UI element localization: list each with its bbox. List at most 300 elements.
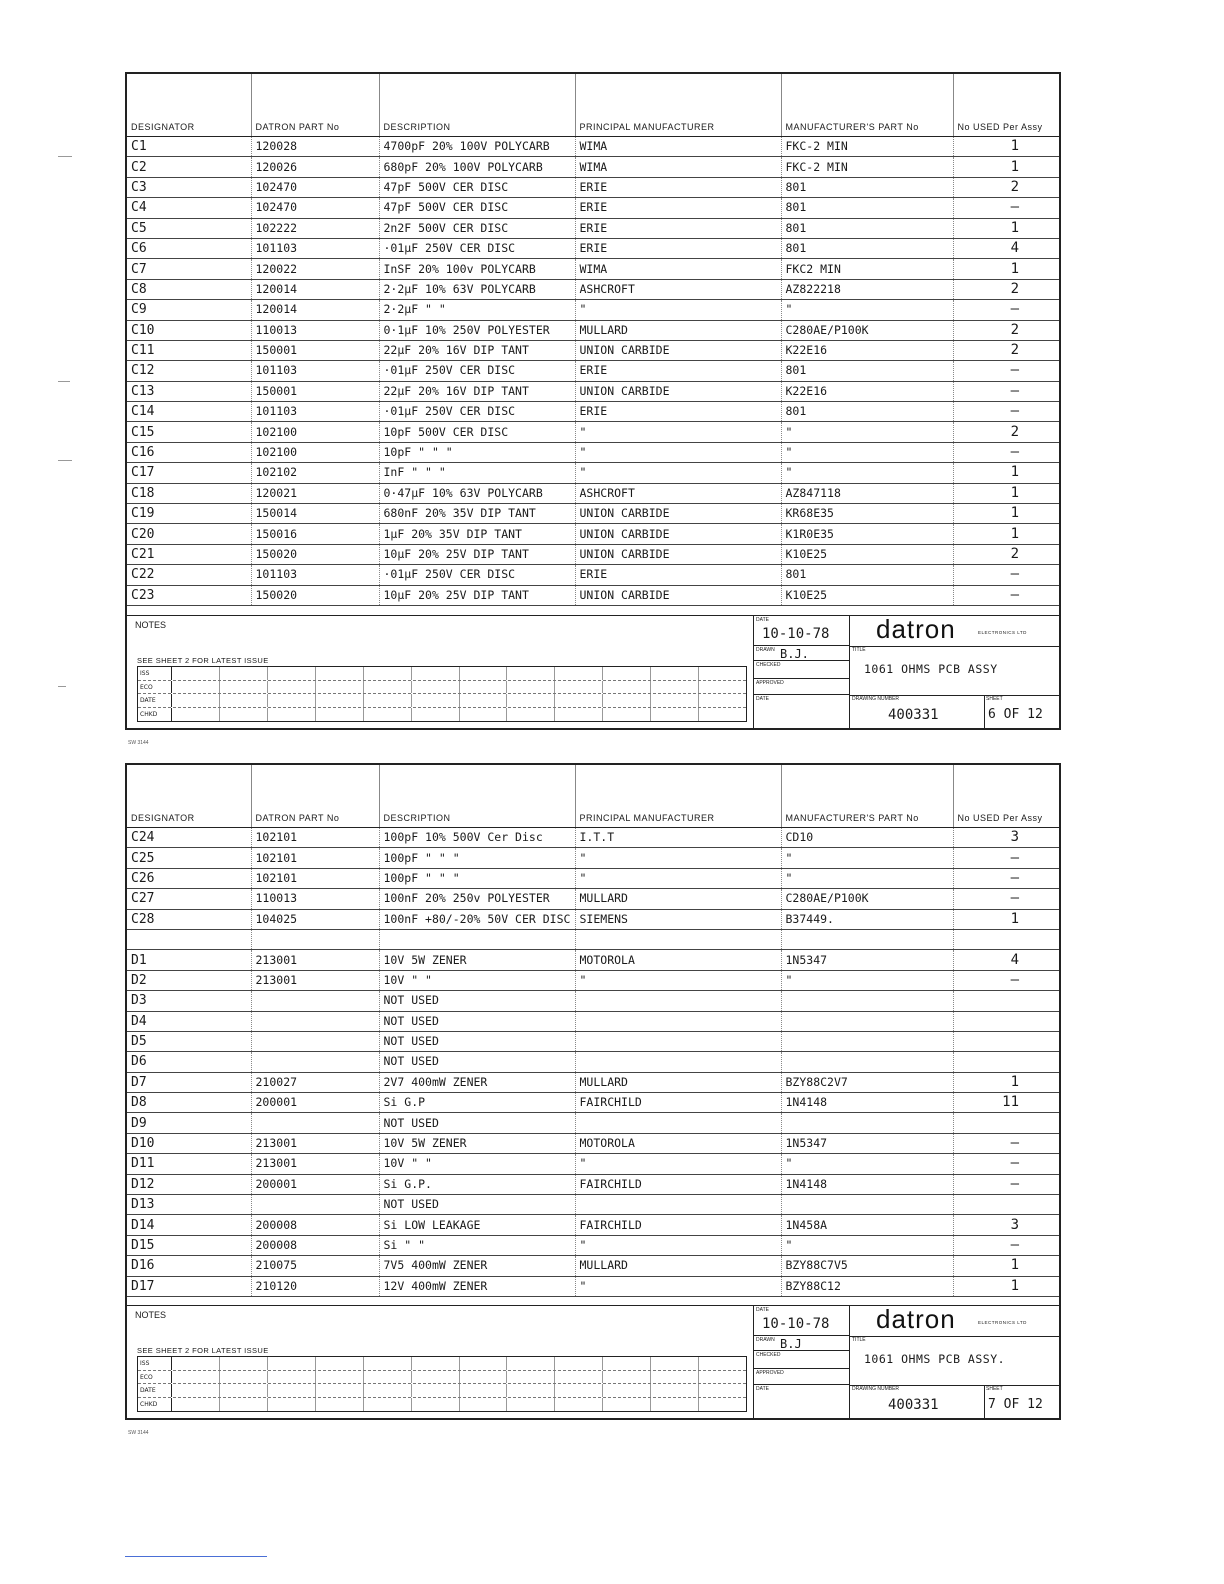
description-cell: 10pF 500V CER DISC (379, 422, 575, 442)
qty-cell: 1 (953, 1276, 1059, 1296)
table-row (127, 422, 1059, 442)
title-block: DATE 10-10-78 DRAWN B.J. CHECKED APPROVED DATE datron ELECTRONICS LTD TITLE 1061 OHMS PCB ASSY DRAWING NUMBER 400331 SHEET 6 OF 12 (753, 616, 1059, 728)
designator-cell: C18 (127, 483, 251, 503)
manufacturer-cell (575, 1113, 781, 1133)
bom-sheet-7 (125, 763, 1061, 1420)
designator-cell (127, 929, 251, 949)
table-row (127, 300, 1059, 320)
description-cell: 10V 5W ZENER (379, 1133, 575, 1153)
description-cell: 2·2μF " " (379, 300, 575, 320)
mfr-part-cell (781, 1195, 953, 1215)
table-row (127, 137, 1059, 157)
manufacturer-cell: UNION CARBIDE (575, 381, 781, 401)
qty-cell (953, 1031, 1059, 1051)
drawing-title: 1061 OHMS PCB ASSY. (864, 1352, 1006, 1366)
mfr-part-cell: KR68E35 (781, 504, 953, 524)
manufacturer-cell (575, 1052, 781, 1072)
part-cell (251, 1113, 379, 1133)
part-cell: 101103 (251, 565, 379, 585)
qty-cell (953, 1113, 1059, 1133)
mfr-part-cell: 801 (781, 218, 953, 238)
designator-cell: C9 (127, 300, 251, 320)
table-row (127, 1133, 1059, 1153)
designator-cell: C5 (127, 218, 251, 238)
designator-cell: C8 (127, 279, 251, 299)
designator-cell: C28 (127, 909, 251, 929)
qty-cell: 1 (953, 909, 1059, 929)
mfr-part-cell: 1N458A (781, 1215, 953, 1235)
description-cell: ·01μF 250V CER DISC (379, 565, 575, 585)
manufacturer-cell: ASHCROFT (575, 483, 781, 503)
description-cell: 100nF 20% 250v POLYESTER (379, 889, 575, 909)
description-cell: 680pF 20% 100V POLYCARB (379, 157, 575, 177)
designator-cell: C10 (127, 320, 251, 340)
table-row (127, 463, 1059, 483)
part-cell: 200008 (251, 1215, 379, 1235)
header-datron-part: DATRON PART No (251, 74, 379, 137)
table-row (127, 1195, 1059, 1215)
table-row (127, 1154, 1059, 1174)
manufacturer-cell (575, 1195, 781, 1215)
mfr-part-cell (781, 1113, 953, 1133)
designator-cell: C12 (127, 361, 251, 381)
part-cell: 102101 (251, 828, 379, 848)
description-cell: ·01μF 250V CER DISC (379, 238, 575, 258)
description-cell: 47pF 500V CER DISC (379, 198, 575, 218)
table-row (127, 361, 1059, 381)
qty-cell: — (953, 402, 1059, 422)
description-cell: 7V5 400mW ZENER (379, 1256, 575, 1276)
designator-cell: C15 (127, 422, 251, 442)
table-row (127, 1052, 1059, 1072)
table-row (127, 238, 1059, 258)
mfr-part-cell (781, 1031, 953, 1051)
manufacturer-cell: MULLARD (575, 889, 781, 909)
designator-cell: C26 (127, 868, 251, 888)
mfr-part-cell: " (781, 868, 953, 888)
designator-cell: D15 (127, 1235, 251, 1255)
description-cell: 4700pF 20% 100V POLYCARB (379, 137, 575, 157)
manufacturer-cell: WIMA (575, 259, 781, 279)
designator-cell: C23 (127, 585, 251, 605)
table-row (127, 1031, 1059, 1051)
designator-cell: C25 (127, 848, 251, 868)
description-cell: 47pF 500V CER DISC (379, 177, 575, 197)
qty-cell: 1 (953, 1072, 1059, 1092)
drawn-value: B.J. (780, 647, 809, 661)
mfr-part-cell: " (781, 848, 953, 868)
manufacturer-cell (575, 929, 781, 949)
manufacturer-cell: WIMA (575, 157, 781, 177)
qty-cell (953, 1052, 1059, 1072)
qty-cell: 4 (953, 950, 1059, 970)
qty-cell: — (953, 970, 1059, 990)
description-cell: 100pF " " " (379, 848, 575, 868)
mfr-part-cell: " (781, 1154, 953, 1174)
qty-cell (953, 1011, 1059, 1031)
mfr-part-cell: K10E25 (781, 585, 953, 605)
qty-cell: 2 (953, 177, 1059, 197)
description-cell: ·01μF 250V CER DISC (379, 402, 575, 422)
part-cell: 213001 (251, 970, 379, 990)
table-row (127, 1235, 1059, 1255)
description-cell: Si G.P. (379, 1174, 575, 1194)
qty-cell (953, 1195, 1059, 1215)
datron-logo: datron (876, 1304, 956, 1334)
mfr-part-cell: 1N5347 (781, 1133, 953, 1153)
manufacturer-cell: " (575, 463, 781, 483)
part-cell (251, 929, 379, 949)
part-cell (251, 1052, 379, 1072)
table-row (127, 340, 1059, 360)
mfr-part-cell: 801 (781, 402, 953, 422)
date-label: DATE (138, 1384, 172, 1397)
table-row (127, 991, 1059, 1011)
designator-cell: D7 (127, 1072, 251, 1092)
description-cell: 680nF 20% 35V DIP TANT (379, 504, 575, 524)
description-cell: 2·2μF 10% 63V POLYCARB (379, 279, 575, 299)
issue-label: ISS (138, 667, 172, 680)
part-cell (251, 1195, 379, 1215)
notes-section (127, 615, 1059, 728)
qty-cell: — (953, 868, 1059, 888)
table-row (127, 402, 1059, 422)
part-cell: 102222 (251, 218, 379, 238)
qty-cell: — (953, 1133, 1059, 1153)
designator-cell: C1 (127, 137, 251, 157)
edge-mark (58, 156, 72, 157)
description-cell: ·01μF 250V CER DISC (379, 361, 575, 381)
qty-cell: 1 (953, 524, 1059, 544)
description-cell: NOT USED (379, 1113, 575, 1133)
see-sheet-note: SEE SHEET 2 FOR LATEST ISSUE (137, 656, 269, 665)
table-row (127, 1174, 1059, 1194)
mfr-part-cell: FKC2 MIN (781, 259, 953, 279)
header-datron-part: DATRON PART No (251, 765, 379, 828)
qty-cell: 1 (953, 218, 1059, 238)
parts-table (127, 74, 1059, 606)
part-cell: 110013 (251, 320, 379, 340)
mfr-part-cell (781, 929, 953, 949)
qty-cell: — (953, 1174, 1059, 1194)
description-cell: 0·1μF 10% 250V POLYESTER (379, 320, 575, 340)
designator-cell: C7 (127, 259, 251, 279)
description-cell: 12V 400mW ZENER (379, 1276, 575, 1296)
qty-cell: 1 (953, 157, 1059, 177)
designator-cell: D2 (127, 970, 251, 990)
manufacturer-cell: " (575, 868, 781, 888)
description-cell: 2n2F 500V CER DISC (379, 218, 575, 238)
drawing-number: 400331 (888, 1397, 939, 1413)
manufacturer-cell: FAIRCHILD (575, 1174, 781, 1194)
description-cell: 100pF 10% 500V Cer Disc (379, 828, 575, 848)
part-cell: 213001 (251, 1133, 379, 1153)
mfr-part-cell: FKC-2 MIN (781, 137, 953, 157)
manufacturer-cell: MULLARD (575, 1072, 781, 1092)
description-cell: NOT USED (379, 1195, 575, 1215)
drawing-title: 1061 OHMS PCB ASSY (864, 662, 998, 676)
drawing-number: 400331 (888, 707, 939, 723)
form-ref: SW 3144 (128, 740, 149, 746)
edge-mark (58, 381, 70, 382)
manufacturer-cell: " (575, 442, 781, 462)
part-cell: 102470 (251, 177, 379, 197)
designator-cell: C17 (127, 463, 251, 483)
table-row (127, 381, 1059, 401)
description-cell: 22μF 20% 16V DIP TANT (379, 340, 575, 360)
header-manufacturer: PRINCIPAL MANUFACTURER (575, 74, 781, 137)
date-label: DATE (138, 694, 172, 707)
mfr-part-cell: CD10 (781, 828, 953, 848)
manufacturer-cell: " (575, 1154, 781, 1174)
designator-cell: C19 (127, 504, 251, 524)
table-row (127, 868, 1059, 888)
mfr-part-cell: 1N4148 (781, 1174, 953, 1194)
qty-cell: 2 (953, 279, 1059, 299)
table-row (127, 565, 1059, 585)
mfr-part-cell: K1R0E35 (781, 524, 953, 544)
manufacturer-cell: FAIRCHILD (575, 1215, 781, 1235)
designator-cell: D5 (127, 1031, 251, 1051)
sheet-number: 6 OF 12 (988, 707, 1043, 722)
table-row (127, 483, 1059, 503)
mfr-part-cell: K10E25 (781, 544, 953, 564)
manufacturer-cell (575, 1031, 781, 1051)
mfr-part-cell: " (781, 422, 953, 442)
header-qty: No USED Per Assy (953, 74, 1059, 137)
part-cell: 150001 (251, 340, 379, 360)
description-cell: InF " " " (379, 463, 575, 483)
mfr-part-cell: 801 (781, 198, 953, 218)
qty-cell: 2 (953, 340, 1059, 360)
mfr-part-cell: 1N4148 (781, 1093, 953, 1113)
table-row (127, 950, 1059, 970)
manufacturer-cell: ERIE (575, 198, 781, 218)
part-cell: 120028 (251, 137, 379, 157)
qty-cell: — (953, 442, 1059, 462)
table-row (127, 1072, 1059, 1092)
table-row (127, 279, 1059, 299)
designator-cell: C4 (127, 198, 251, 218)
header-mfr-part: MANUFACTURER'S PART No (781, 74, 953, 137)
bom-sheet-6 (125, 72, 1061, 730)
mfr-part-cell: FKC-2 MIN (781, 157, 953, 177)
description-cell: NOT USED (379, 991, 575, 1011)
mfr-part-cell: C280AE/P100K (781, 889, 953, 909)
qty-cell: 4 (953, 238, 1059, 258)
notes-label: NOTES (135, 1310, 167, 1320)
description-cell: InSF 20% 100v POLYCARB (379, 259, 575, 279)
part-cell: 102100 (251, 442, 379, 462)
designator-cell: C16 (127, 442, 251, 462)
mfr-part-cell: BZY88C2V7 (781, 1072, 953, 1092)
manufacturer-cell: ERIE (575, 361, 781, 381)
table-row (127, 524, 1059, 544)
table-row (127, 198, 1059, 218)
mfr-part-cell (781, 1052, 953, 1072)
qty-cell: — (953, 300, 1059, 320)
eco-label: ECO (138, 1371, 172, 1384)
table-row (127, 848, 1059, 868)
manufacturer-cell (575, 1011, 781, 1031)
part-cell: 210027 (251, 1072, 379, 1092)
part-cell: 102101 (251, 868, 379, 888)
manufacturer-cell: " (575, 1235, 781, 1255)
description-cell: 1μF 20% 35V DIP TANT (379, 524, 575, 544)
manufacturer-cell: MOTOROLA (575, 950, 781, 970)
table-row (127, 585, 1059, 605)
parts-table (127, 765, 1059, 1297)
qty-cell: — (953, 1235, 1059, 1255)
designator-cell: D1 (127, 950, 251, 970)
manufacturer-cell: " (575, 422, 781, 442)
designator-cell: C21 (127, 544, 251, 564)
issue-grid (137, 666, 747, 722)
designator-cell: C11 (127, 340, 251, 360)
manufacturer-cell: ERIE (575, 402, 781, 422)
manufacturer-cell: FAIRCHILD (575, 1093, 781, 1113)
part-cell: 102100 (251, 422, 379, 442)
mfr-part-cell: 801 (781, 361, 953, 381)
part-cell: 200001 (251, 1174, 379, 1194)
manufacturer-cell: UNION CARBIDE (575, 585, 781, 605)
table-row (127, 929, 1059, 949)
mfr-part-cell (781, 991, 953, 1011)
description-cell: NOT USED (379, 1011, 575, 1031)
qty-cell: 2 (953, 544, 1059, 564)
description-cell: Si LOW LEAKAGE (379, 1215, 575, 1235)
part-cell: 213001 (251, 950, 379, 970)
manufacturer-cell: " (575, 300, 781, 320)
designator-cell: D12 (127, 1174, 251, 1194)
part-cell: 120022 (251, 259, 379, 279)
qty-cell: — (953, 889, 1059, 909)
manufacturer-cell: ASHCROFT (575, 279, 781, 299)
table-row (127, 259, 1059, 279)
mfr-part-cell: 801 (781, 238, 953, 258)
mfr-part-cell: " (781, 442, 953, 462)
table-row (127, 1215, 1059, 1235)
designator-cell: D9 (127, 1113, 251, 1133)
part-cell: 101103 (251, 402, 379, 422)
qty-cell: 2 (953, 320, 1059, 340)
manufacturer-cell: I.T.T (575, 828, 781, 848)
designator-cell: D14 (127, 1215, 251, 1235)
designator-cell: D13 (127, 1195, 251, 1215)
qty-cell: 1 (953, 483, 1059, 503)
edge-mark (58, 686, 66, 687)
part-cell: 150020 (251, 585, 379, 605)
page-rule (125, 1556, 267, 1557)
part-cell (251, 1031, 379, 1051)
part-cell: 102101 (251, 848, 379, 868)
designator-cell: C14 (127, 402, 251, 422)
mfr-part-cell: " (781, 300, 953, 320)
table-row (127, 1011, 1059, 1031)
manufacturer-cell: MOTOROLA (575, 1133, 781, 1153)
part-cell: 213001 (251, 1154, 379, 1174)
mfr-part-cell: K22E16 (781, 381, 953, 401)
manufacturer-cell: UNION CARBIDE (575, 544, 781, 564)
qty-cell: 1 (953, 504, 1059, 524)
qty-cell: — (953, 848, 1059, 868)
table-row (127, 828, 1059, 848)
part-cell: 200001 (251, 1093, 379, 1113)
qty-cell: 2 (953, 422, 1059, 442)
designator-cell: C6 (127, 238, 251, 258)
description-cell: Si " " (379, 1235, 575, 1255)
part-cell: 120021 (251, 483, 379, 503)
part-cell: 150014 (251, 504, 379, 524)
header-description: DESCRIPTION (379, 765, 575, 828)
part-cell: 150020 (251, 544, 379, 564)
header-designator: DESIGNATOR (127, 765, 251, 828)
part-cell: 110013 (251, 889, 379, 909)
description-cell: 10μF 20% 25V DIP TANT (379, 585, 575, 605)
table-row (127, 1093, 1059, 1113)
mfr-part-cell: 801 (781, 565, 953, 585)
header-manufacturer: PRINCIPAL MANUFACTURER (575, 765, 781, 828)
part-cell: 120026 (251, 157, 379, 177)
qty-cell: 11 (953, 1093, 1059, 1113)
qty-cell: — (953, 1154, 1059, 1174)
description-cell: 100pF " " " (379, 868, 575, 888)
mfr-part-cell: AZ822218 (781, 279, 953, 299)
table-row (127, 177, 1059, 197)
qty-cell: 1 (953, 137, 1059, 157)
table-row (127, 1276, 1059, 1296)
designator-cell: D16 (127, 1256, 251, 1276)
designator-cell: C3 (127, 177, 251, 197)
description-cell: 22μF 20% 16V DIP TANT (379, 381, 575, 401)
header-description: DESCRIPTION (379, 74, 575, 137)
mfr-part-cell: C280AE/P100K (781, 320, 953, 340)
designator-cell: C27 (127, 889, 251, 909)
title-block: DATE 10-10-78 DRAWN B.J CHECKED APPROVED DATE datron ELECTRONICS LTD TITLE 1061 OHMS PCB ASSY. DRAWING NUMBER 400331 SHEET 7 OF 12 (753, 1306, 1059, 1418)
date-value: 10-10-78 (762, 1316, 830, 1332)
table-row (127, 320, 1059, 340)
mfr-part-cell: BZY88C12 (781, 1276, 953, 1296)
issue-grid (137, 1356, 747, 1412)
designator-cell: D10 (127, 1133, 251, 1153)
manufacturer-cell (575, 991, 781, 1011)
description-cell (379, 929, 575, 949)
description-cell: 10V " " (379, 970, 575, 990)
qty-cell (953, 929, 1059, 949)
notes-section (127, 1305, 1059, 1418)
designator-cell: C22 (127, 565, 251, 585)
manufacturer-cell: ERIE (575, 218, 781, 238)
part-cell: 104025 (251, 909, 379, 929)
manufacturer-cell: " (575, 1276, 781, 1296)
header-qty: No USED Per Assy (953, 765, 1059, 828)
table-row (127, 970, 1059, 990)
table-row (127, 1256, 1059, 1276)
part-cell: 150016 (251, 524, 379, 544)
manufacturer-cell: UNION CARBIDE (575, 504, 781, 524)
date-value: 10-10-78 (762, 626, 830, 642)
mfr-part-cell: BZY88C7V5 (781, 1256, 953, 1276)
table-row (127, 909, 1059, 929)
qty-cell: — (953, 585, 1059, 605)
notes-label: NOTES (135, 620, 167, 630)
manufacturer-cell: ERIE (575, 177, 781, 197)
part-cell: 210120 (251, 1276, 379, 1296)
part-cell: 120014 (251, 279, 379, 299)
designator-cell: C13 (127, 381, 251, 401)
qty-cell: 3 (953, 828, 1059, 848)
table-row (127, 157, 1059, 177)
